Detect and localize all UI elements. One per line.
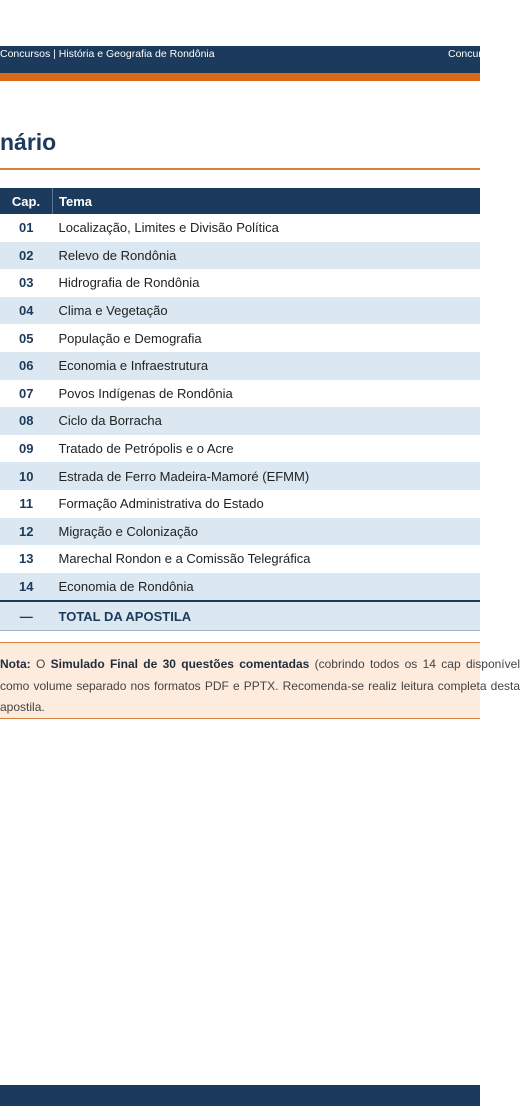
note-label: Nota: bbox=[0, 657, 31, 671]
chapter-number: 01 bbox=[0, 214, 53, 242]
chapter-topic: Economia e Infraestrutura bbox=[53, 352, 481, 380]
table-row bbox=[0, 435, 480, 463]
table-row bbox=[0, 490, 480, 518]
header-accent-stripe bbox=[0, 73, 480, 81]
note-text-after: (cobrindo todos os 14 cap disponível como volume separado nos formatos PDF e PPTX. Recomenda-se realiz leitura completa desta apostila. bbox=[0, 657, 520, 714]
chapter-topic: Estrada de Ferro Madeira-Mamoré (EFMM) bbox=[53, 462, 481, 490]
chapter-number: 05 bbox=[0, 324, 53, 352]
table-row bbox=[0, 214, 480, 242]
header-bar bbox=[0, 46, 480, 73]
chapter-number: 09 bbox=[0, 435, 53, 463]
chapter-number: 07 bbox=[0, 380, 53, 408]
chapter-topic: Relevo de Rondônia bbox=[53, 242, 481, 270]
chapter-topic: População e Demografia bbox=[53, 324, 481, 352]
table-row bbox=[0, 518, 480, 546]
table-row bbox=[0, 380, 480, 408]
chapter-number: 03 bbox=[0, 269, 53, 297]
chapter-topic: Ciclo da Borracha bbox=[53, 407, 481, 435]
title-divider bbox=[0, 168, 480, 170]
page-title: nário bbox=[0, 129, 57, 155]
header-right-label: Concur bbox=[448, 48, 482, 60]
chapter-topic: Tratado de Petrópolis e o Acre bbox=[53, 435, 481, 463]
table-header-row bbox=[0, 188, 480, 214]
total-label: TOTAL DA APOSTILA bbox=[53, 601, 481, 630]
chapter-number: 10 bbox=[0, 462, 53, 490]
table-row bbox=[0, 324, 480, 352]
total-cap: — bbox=[0, 601, 53, 630]
header-cap: Cap. bbox=[0, 188, 53, 214]
table-row bbox=[0, 462, 480, 490]
chapter-topic: Povos Indígenas de Rondônia bbox=[53, 380, 481, 408]
table-row bbox=[0, 242, 480, 270]
table-row bbox=[0, 545, 480, 573]
table-row bbox=[0, 407, 480, 435]
note-emphasis: Simulado Final de 30 questões comentadas bbox=[50, 657, 310, 671]
chapter-topic: Economia de Rondônia bbox=[53, 573, 481, 602]
table-row bbox=[0, 269, 480, 297]
chapter-number: 13 bbox=[0, 545, 53, 573]
chapter-topic: Marechal Rondon e a Comissão Telegráfica bbox=[53, 545, 481, 573]
table-row bbox=[0, 573, 480, 602]
chapter-number: 02 bbox=[0, 242, 53, 270]
chapter-number: 04 bbox=[0, 297, 53, 325]
chapter-topic: Migração e Colonização bbox=[53, 518, 481, 546]
chapter-number: 08 bbox=[0, 407, 53, 435]
chapter-topic: Localização, Limites e Divisão Política bbox=[53, 214, 481, 242]
chapter-number: 14 bbox=[0, 573, 53, 602]
note-text bbox=[0, 654, 520, 719]
note-box bbox=[0, 642, 520, 719]
header-tema: Tema bbox=[53, 188, 481, 214]
chapter-number: 11 bbox=[0, 490, 53, 518]
chapter-topic: Clima e Vegetação bbox=[53, 297, 481, 325]
footer-bar bbox=[0, 1085, 480, 1106]
chapter-topic: Hidrografia de Rondônia bbox=[53, 269, 481, 297]
toc-body bbox=[0, 214, 480, 630]
header-title: Concursos | História e Geografia de Rondônia bbox=[0, 48, 215, 60]
table-row bbox=[0, 297, 480, 325]
total-row bbox=[0, 601, 480, 630]
chapter-topic: Formação Administrativa do Estado bbox=[53, 490, 481, 518]
chapter-number: 06 bbox=[0, 352, 53, 380]
chapter-number: 12 bbox=[0, 518, 53, 546]
toc-table bbox=[0, 188, 480, 631]
note-text-before: O bbox=[30, 657, 51, 671]
table-row bbox=[0, 352, 480, 380]
